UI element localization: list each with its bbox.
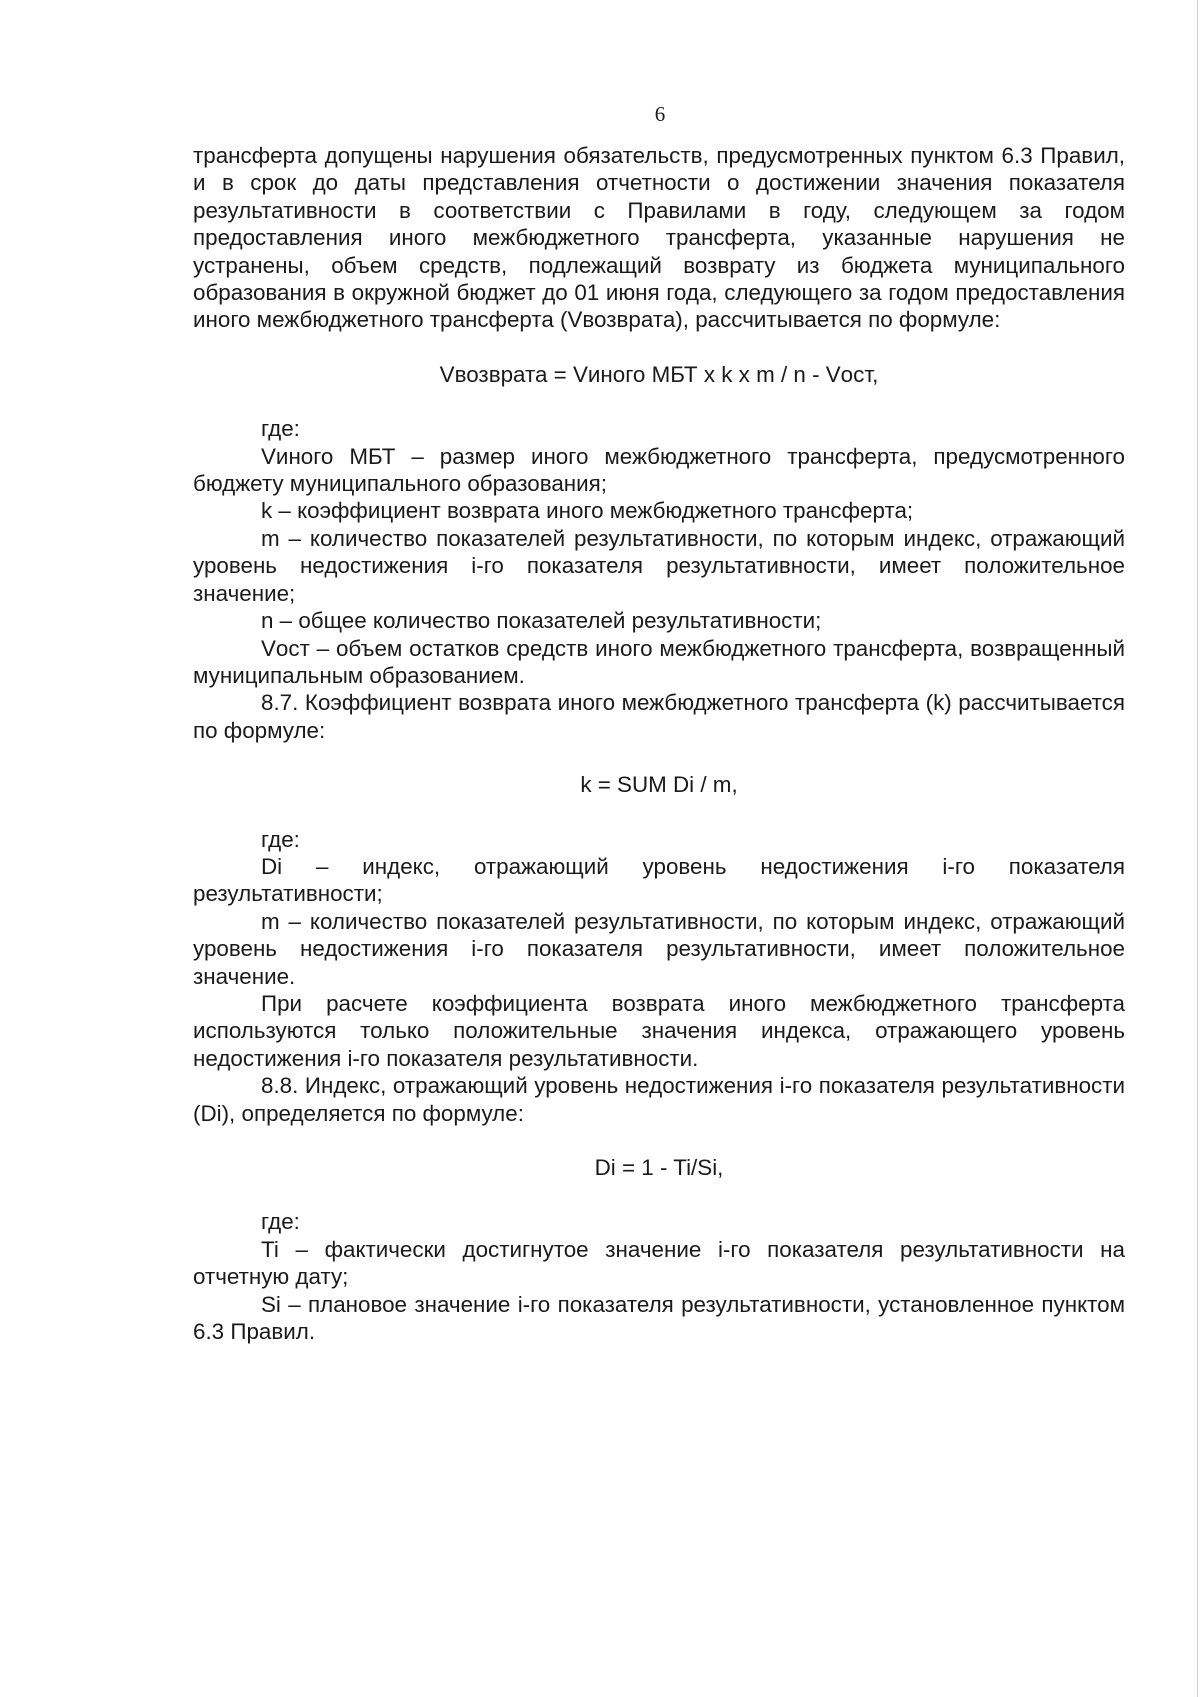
definition-n: n – общее количество показателей результативности; — [261, 608, 822, 634]
paragraph-transfer-violations: трансферта допущены нарушения обязательств, предусмотренных пунктом 6.3 Правил, и в срок до даты представления отчетности о достижении значения показателя результативности в соответствии с Правилами в году, следующем за годом предоставления иного межбюджетного трансферта, указанные нарушения не устранены, объем средств, подлежащий возврату из бюджета муниципального образования в окружной бюджет до 01 июня года, следующего за годом предоставления иного межбюджетного трансферта (Vвозврата), рассчитывается по формуле: — [193, 143, 1125, 333]
definition-vinogo-mbt: Vиного МБТ – размер иного межбюджетного трансферта, предусмотренного бюджету муниципального образования; — [193, 443, 1125, 497]
definition-m: m – количество показателей результативности, по которым индекс, отражающий уровень недостижения i-го показателя результативности, имеет положительное значение. — [193, 908, 1125, 989]
definition-k: k – коэффициент возврата иного межбюджетного трансферта; — [261, 498, 914, 524]
paragraph-8-7: 8.7. Коэффициент возврата иного межбюджетного трансферта (k) рассчитывается по формуле: — [193, 690, 1125, 743]
definition-vost: Vост – объем остатков средств иного межбюджетного трансферта, возвращенный муниципальным образованием. — [193, 635, 1125, 688]
definition-di: Di – индекс, отражающий уровень недостижения i-го показателя результативности; — [193, 853, 1125, 907]
paragraph-8-8: 8.8. Индекс, отражающий уровень недостижения i-го показателя результативности (Di), определяется по формуле: — [193, 1073, 1125, 1126]
formula-coefficient-k: k = SUM Di / m, — [580, 772, 738, 798]
where-label: где: — [261, 1209, 300, 1235]
paragraph-calculation-note: При расчете коэффициента возврата иного межбюджетного трансферта используются только положительные значения индекса, отражающего уровень недостижения i-го показателя результативности. — [193, 990, 1125, 1071]
definition-m: m – количество показателей результативности, по которым индекс, отражающий уровень недостижения i-го показателя результативности, имеет положительное значение; — [193, 525, 1125, 606]
document-body — [193, 142, 1125, 1345]
formula-index-di: Di = 1 - Ti/Si, — [594, 1155, 724, 1180]
where-label: где: — [261, 826, 300, 852]
page-edge-divider — [1197, 0, 1198, 1697]
definition-si: Si – плановое значение i-го показателя результативности, установленное пунктом 6.3 Правил. — [193, 1291, 1125, 1345]
definition-ti: Ti – фактически достигнутое значение i-го показателя результативности на отчетную дату; — [193, 1236, 1125, 1290]
where-label: где: — [261, 416, 300, 442]
formula-return-volume: Vвозврата = Vиного МБТ x k x m / n - Vост, — [439, 361, 879, 387]
page-number: 6 — [654, 102, 666, 126]
